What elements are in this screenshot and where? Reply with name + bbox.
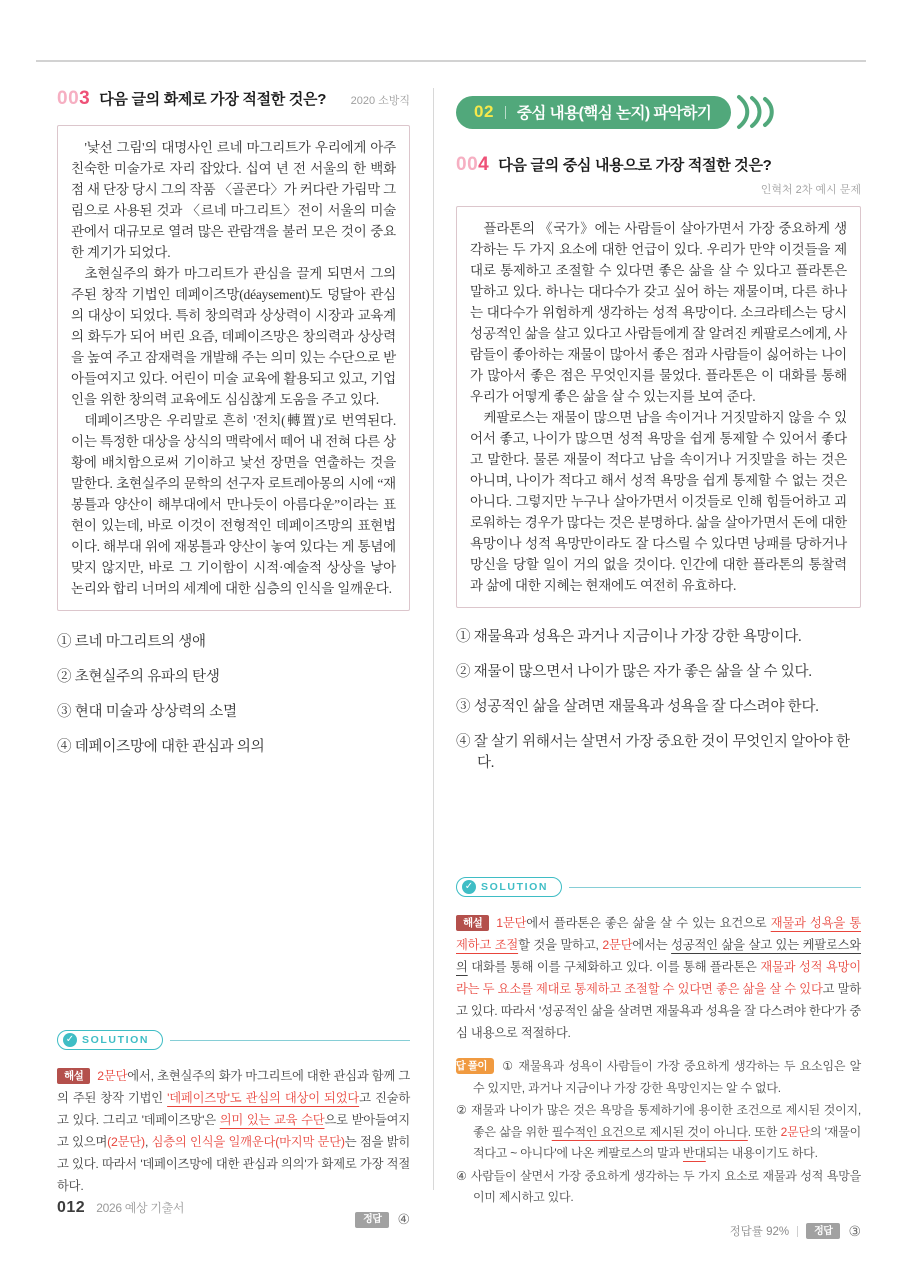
check-icon: ✓ [63,1033,77,1047]
footer-page-number: 012 [57,1199,86,1216]
choice-item [456,662,861,683]
q4-header [456,154,861,176]
answer-number: ③ [848,1222,861,1239]
choice-marker: ④ [57,739,72,755]
q4-choice-list [456,627,861,774]
solution-label: SOLUTION [481,881,549,893]
answer-rate: 정답률 92% [729,1226,790,1238]
choice-marker: ③ [57,704,72,720]
answer-number: ④ [397,1211,410,1227]
choice-text: 재물이 많으면서 나이가 많은 자가 좋은 삶을 살 수 있다. [473,664,812,680]
q4-solution-section [446,877,862,1240]
solution-label: SOLUTION [82,1034,150,1046]
section-title: 중심 내용(핵심 논지) 파악하기 [516,105,712,122]
solution-header [57,1030,410,1050]
explanation-text: 2문단에서, 초현실주의 화가 마그리트에 대한 관심과 함께 그의 주된 창작 기법인 '데페이즈망'도 관심의 대상이 되었다고 진술하고 있다. 그리고 '데페이즈망'은 의미 있는 교육 수단으로 받아들여지고 있으며(2문단), 심층의 인식을 일깨운다(마지막 문단)는 점을 밝히고 있다. 따라서 '데페이즈망에 대한 관심과 의의'가 화제로 가장 적절하다. [57,1069,411,1193]
wrong-item [456,1166,861,1209]
choice-text: 르네 마그리트의 생애 [74,634,206,650]
column-divider [433,88,434,1190]
choice-marker: ② [456,664,471,680]
section-arcs-icon [735,93,781,131]
choice-text: 재물욕과 성욕은 과거나 지금이나 가장 강한 욕망이다. [473,629,802,645]
odap-badge: 오답 풀이 [456,1058,494,1074]
passage-paragraph: 데페이즈망은 우리말로 흔히 '전치(轉置)'로 번역된다. 이는 특정한 대상을 상식의 맥락에서 떼어 내 전혀 다른 상황에 배치함으로써 기이하고 낯선 장면을 연출하는 것을 말한다. 초현실주의 문학의 선구자 로트레아몽의 시에 “재봉틀과 양산이 해부대에서 만나듯이 아름다운”이라는 표현이 있는데, 바로 이것이 전형적인 데페이즈망의 표현법이다. 해부대 위에 재봉틀과 양산이 놓여 있다는 게 통념에 맞지 않지만, 바로 그 기이함이 시적·예술적 상상을 낳아 논리와 합리 너머의 세계에 대한 심층의 인식을 일깨운다. [71,413,396,596]
wrong-marker: ① [501,1059,515,1073]
footer [57,1199,184,1217]
choice-item [456,697,861,718]
choice-item [57,632,410,653]
choice-item [57,667,410,688]
check-icon: ✓ [462,880,476,894]
q4-answer-row [456,1223,861,1240]
top-rule [36,60,866,62]
section-header [456,93,861,131]
section-separator [505,106,506,119]
left-column [57,88,410,1228]
q4-number-last: 4 [478,154,490,175]
q3-source: 2020 소방직 [350,95,410,107]
q3-title: 다음 글의 화제로 가장 적절한 것은? [99,91,327,108]
section-pill [456,96,731,129]
wrong-text: 사람들이 살면서 가장 중요하게 생각하는 두 가지 요소로 재물과 성적 욕망을 이미 제시하고 있다. [470,1168,861,1204]
q3-passage-box [57,125,410,611]
haeseol-badge: 해설 [57,1068,90,1084]
explanation-text: 1문단에서 플라톤은 좋은 삶을 살 수 있는 요건으로 재물과 성욕을 통제하고 조절할 것을 말하고, 2문단에서는 성공적인 삶을 살고 있는 케팔로스와의 대화를 통해 이를 구체화하고 있다. 이를 통해 플라톤은 재물과 성적 욕망이라는 두 요소를 제대로 통제하고 조절할 수 있다면 좋은 삶을 살 수 있다고 말하고 있다. 따라서 '성공적인 삶을 살려면 재물욕과 성욕을 잘 다스려야 한다'가 중심 내용으로 적절하다. [456,916,862,1040]
choice-marker: ④ [456,734,471,750]
haeseol-badge: 해설 [456,915,489,931]
jeongdap-badge: 정답 [355,1212,389,1228]
q3-number-last: 3 [79,88,91,109]
choice-item [57,702,410,723]
wrong-text: 재물과 나이가 많은 것은 욕망을 통제하기에 용이한 조건으로 제시된 것이지, 좋은 삶을 위한 필수적인 요건으로 제시된 것이 아니다. 또한 2문단의 '재물이 적다고 ~ 아니다'에 나온 케팔로스의 말과 반대되는 내용이기도 하다. [470,1103,862,1160]
right-column [446,88,862,1239]
q3-header [57,88,410,110]
q3-number [57,88,90,110]
choice-marker: ③ [456,699,471,715]
wrong-marker: ④ [456,1168,468,1183]
solution-rule [569,887,861,888]
q4-number [456,154,489,176]
section-number: 02 [474,102,494,121]
q4-source: 인혁처 2차 예시 문제 [760,184,861,196]
choice-text: 현대 미술과 상상력의 소멸 [74,704,237,720]
q3-choice-list [57,632,410,758]
wrong-marker: ② [456,1103,468,1117]
wrong-text: 재물욕과 성욕이 사람들이 가장 중요하게 생각하는 두 요소임은 알 수 있지만, 과거나 지금이나 가장 강한 욕망인지는 알 수 없다. [473,1059,861,1095]
choice-item [456,627,861,648]
choice-item [456,732,861,774]
solution-header [456,877,861,897]
q3-number-prefix: 00 [57,88,80,109]
footer-book-title: 2026 예상 기출서 [96,1201,185,1215]
passage-paragraph: 플라톤의 《국가》에는 사람들이 살아가면서 가장 중요하게 생각하는 두 가지 요소에 대한 언급이 있다. 우리가 만약 이것들을 제대로 통제하고 조절할 수 있다면 좋은 삶을 살 수 있다고 플라톤은 말하고 있다. 하나는 대다수가 갖고 싶어 하는 재물이며, 다른 하나는 대다수가 위험하게 생각하는 성적 욕망이다. 소크라테스는 당시 성공적인 삶을 살고 있다고 사람들에게 잘 알려진 케팔로스에게, 사람들이 좋아하는 재물이 많아서 좋은 점과 사람들이 싫어하는 나이가 많아서 좋은 점은 무엇인지를 물었다. 플라톤은 이 대화를 통해 우리가 어떻게 좋은 삶을 살 수 있는지를 보여 준다. [470,221,847,404]
q4-passage-box [456,206,861,608]
q4-explanation [456,912,861,1044]
q4-number-prefix: 00 [456,154,479,175]
q4-wrong-answer-block [446,1056,862,1209]
choice-text: 초현실주의 유파의 탄생 [74,669,220,685]
passage-paragraph: 초현실주의 화가 마그리트가 관심을 끌게 되면서 그의 주된 창작 기법인 데페이즈망(déaysement)도 덩달아 관심의 대상이 되었다. 특히 창의력과 상상력이 시장과 교육계의 화두가 되어 버린 요즘, 데페이즈망은 창의력과 상상력을 높여 주고 잠재력을 개발해 주는 의미 있는 수단으로 받아들여지고 있다. 어린이 미술 교육에 활용되고 있고, 기업인을 위한 창의력 교육에도 심심찮게 도움을 주고 있다. [71,266,396,407]
answer-divider [797,1226,798,1237]
solution-pill [456,877,562,897]
choice-marker: ① [57,634,72,650]
choice-marker: ② [57,669,72,685]
jeongdap-badge: 정답 [806,1223,840,1239]
wrong-item [446,1056,861,1099]
choice-item [57,737,410,758]
choice-text: 잘 살기 위해서는 살면서 가장 중요한 것이 무엇인지 알아야 한다. [473,734,850,771]
solution-pill [57,1030,163,1050]
wrong-item [456,1100,861,1165]
q4-title: 다음 글의 중심 내용으로 가장 적절한 것은? [498,157,772,174]
q3-explanation [57,1065,410,1197]
passage-paragraph: 케팔로스는 재물이 많으면 남을 속이거나 거짓말하지 않을 수 있어서 좋고, 나이가 많으면 성적 욕망을 쉽게 통제할 수 있어서 좋다고 말한다. 물론 재물이 적다고 남을 속이거나 거짓말을 하는 것은 아니며, 나이가 적다고 해서 성적 욕망을 쉽게 통제할 수 없는 것은 아니다. 그렇지만 누구나 살아가면서 이것들로 인해 힘들어하고 괴로워하는 경우가 많다는 것은 분명하다. 삶을 살아가면서 돈에 대한 욕망이나 성적 욕망만이라도 잘 다스릴 수 있다면 낭패를 당하거나 망신을 당할 일이 거의 없을 것이다. 인간에 대한 플라톤의 통찰력과 삶에 대한 지혜는 현재에도 여전히 유효하다. [470,410,847,593]
choice-text: 데페이즈망에 대한 관심과 의의 [74,739,265,755]
q4-block [456,154,861,774]
passage-paragraph: '낯선 그림'의 대명사인 르네 마그리트가 우리에게 아주 친숙한 미술가로 자리 잡았다. 십여 년 전 서울의 한 백화점 새 단장 당시 그의 작품 〈골콘다〉가 커다란 가림막 그림으로 사용된 것과 〈르네 마그리트〉전이 서울의 미술관에서 대규모로 열려 많은 관람객을 불러 모은 것이 중요한 계기가 되었다. [71,140,396,260]
choice-text: 성공적인 삶을 살려면 재물욕과 성욕을 잘 다스려야 한다. [473,699,819,715]
choice-marker: ① [456,629,471,645]
solution-rule [170,1040,410,1041]
